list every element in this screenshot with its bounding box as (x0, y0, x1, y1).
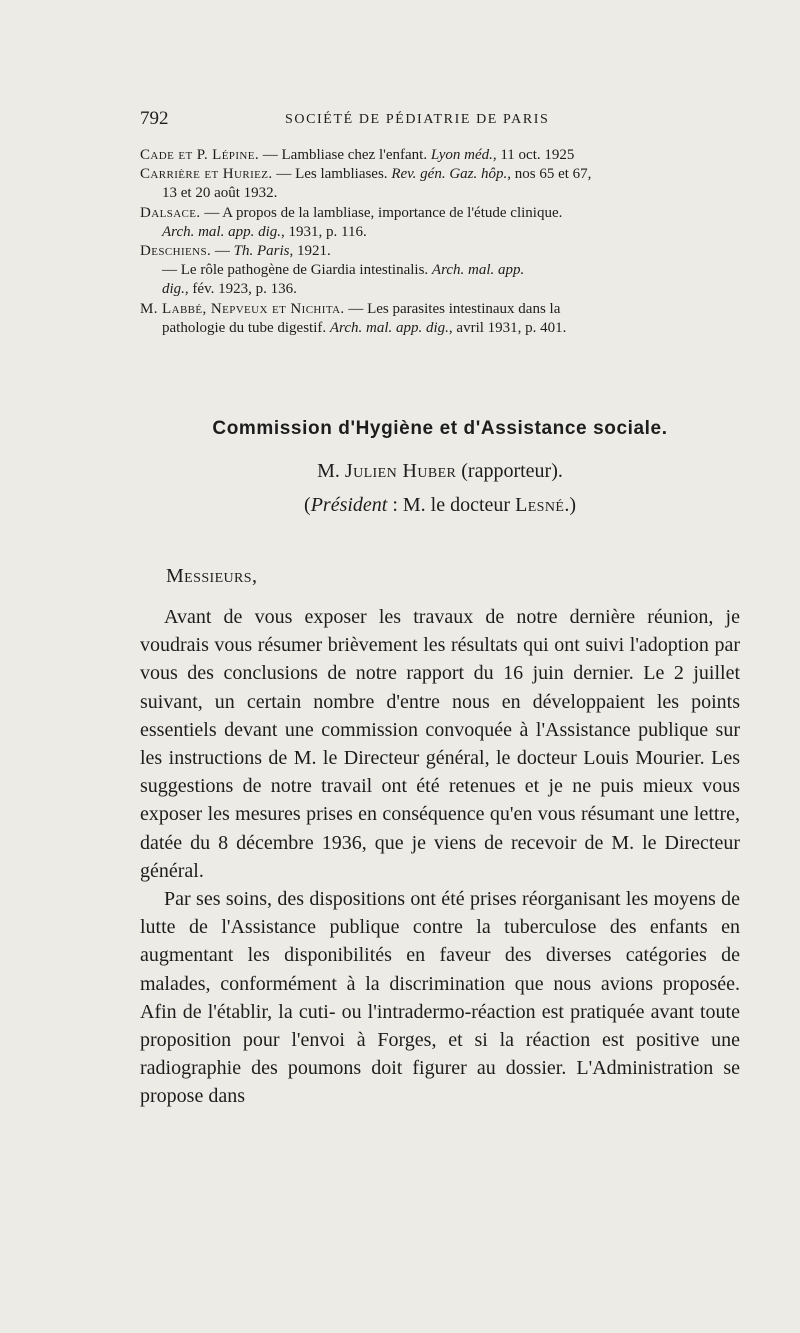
reference-text: Le rôle pathogène de Giardia intestinalis. (177, 262, 432, 279)
reference-list (140, 146, 740, 338)
running-title: SOCIÉTÉ DE PÉDIATRIE DE PARIS (285, 112, 550, 127)
reference-text: — Les parasites intestinaux dans la (344, 300, 561, 317)
reference-tail: , fév. 1923, p. 136. (184, 281, 297, 298)
reference-dash: — (162, 262, 177, 279)
rapporteur-suffix: (rapporteur). (456, 460, 563, 482)
reference-entry (140, 165, 740, 203)
body-text (140, 603, 740, 1111)
page-header (140, 108, 740, 132)
reference-tail: , avril 1931, p. 401. (448, 319, 567, 336)
reference-source: Rev. gén. Gaz. hôp. (391, 166, 508, 183)
reference-text: — Lambliase chez l'enfant. (259, 147, 431, 163)
reference-author: Dalsace. (140, 204, 201, 221)
president-close: .) (564, 494, 576, 516)
rapporteur-name: Julien Huber (344, 460, 457, 482)
president-open: ( (304, 494, 311, 516)
reference-source-continued: dig. (162, 281, 185, 298)
rapporteur-prefix: M. (317, 460, 345, 482)
reference-tail: , nos 65 et 67, (507, 166, 592, 183)
reference-text: — Les lambliases. (272, 166, 392, 183)
salutation: Messieurs, (166, 565, 258, 587)
reference-entry (140, 300, 740, 338)
rapporteur-line (140, 460, 740, 483)
page-number: 792 (140, 108, 169, 129)
reference-entry (140, 204, 740, 242)
president-name: Lesné (515, 494, 565, 516)
reference-tail: , 1931, p. 116. (281, 223, 367, 240)
president-line (140, 494, 740, 517)
reference-source: Arch. mal. app. dig. (162, 223, 282, 240)
reference-author: M. Labbé, Nepveux et Nichita. (140, 300, 345, 317)
reference-source: Arch. mal. app. (431, 262, 525, 279)
president-middle: : M. le docteur (387, 494, 516, 516)
reference-author: Deschiens. (140, 243, 212, 260)
section-title: Commission d'Hygiène et d'Assistance sociale. (212, 418, 668, 439)
body-paragraph: Par ses soins, des dispositions ont été prises réorganisant les moyens de lutte de l'Assistance publique contre la tuberculose des enfants en augmentant les disponibilités en faveur des diverses catégories de malades, conformément à la discrimination que nous avions proposée. Afin de l'établir, la cuti- ou l'intradermo-réaction est pratiquée avant toute proposition pour l'envoi à Forges, et si la réaction est positive une radiographie des poumons doit figurer au dossier. L'Administration se propose dans (140, 888, 740, 1108)
body-paragraph: Avant de vous exposer les travaux de notre dernière réunion, je voudrais vous résumer brièvement les résultats qui ont suivi l'adoption par vous des conclusions de notre rapport du 16 juin dernier. Le 2 juillet suivant, un certain nombre d'entre nous en développaient les points essentiels devant une commission convoquée à l'Assistance publique sur les instructions de M. le Directeur général, le docteur Louis Mourier. Les suggestions de notre travail ont été retenues et je ne puis mieux vous exposer les mesures prises en conséquence qu'en vous résumant une lettre, datée du 8 décembre 1936, que je viens de recevoir de M. le Directeur général. (140, 606, 740, 882)
reference-entry (140, 261, 740, 299)
reference-author: Carrière et Huriez. (140, 166, 273, 183)
reference-source: Th. Paris (233, 243, 290, 260)
reference-continuation: 13 et 20 août 1932. (162, 185, 278, 202)
reference-text: — (211, 243, 234, 260)
reference-tail: , 11 oct. 1925 (492, 147, 575, 163)
reference-source: Lyon méd. (430, 147, 493, 163)
reference-continuation: pathologie du tube digestif. (162, 319, 330, 336)
reference-text: — A propos de la lambliase, importance de l'étude clinique. (200, 204, 563, 221)
reference-entry (140, 146, 740, 165)
reference-entry (140, 242, 740, 261)
reference-source: Arch. mal. app. dig. (329, 319, 449, 336)
reference-author: Cade et P. Lépine. (140, 147, 260, 163)
reference-tail: , 1921. (289, 243, 331, 260)
president-label: Président (310, 494, 388, 516)
